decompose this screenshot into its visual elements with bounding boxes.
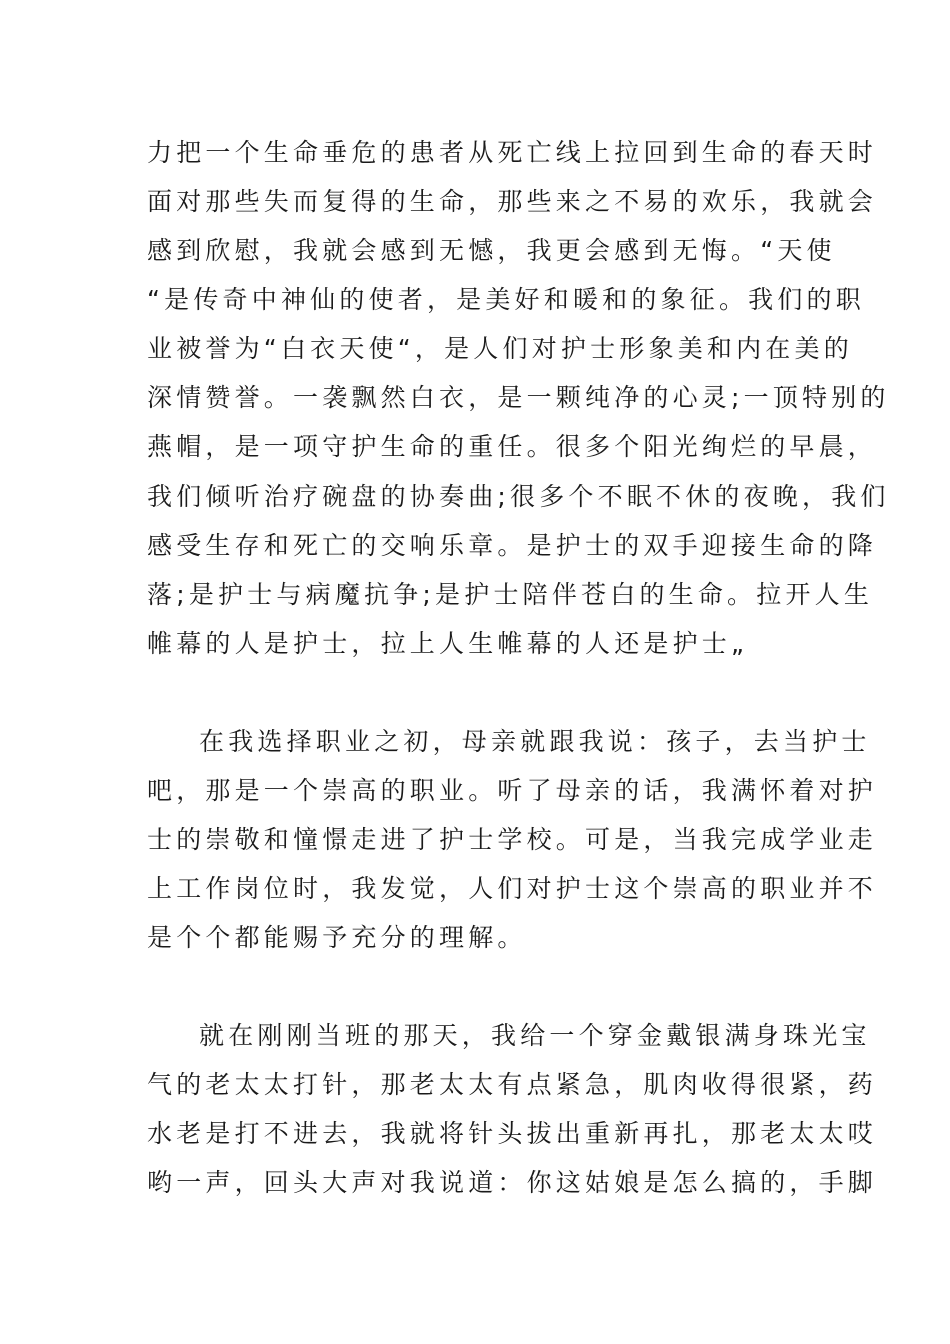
paragraph-2-line-2: 吧，那是一个崇高的职业。听了母亲的话，我满怀着对护 xyxy=(147,776,878,805)
paragraph-1-line-2: 面对那些失而复得的生命，那些来之不易的欢乐，我就会 xyxy=(147,187,878,216)
paragraph-3-line-4: 哟一声，回头大声对我说道：你这姑娘是怎么搞的，手脚 xyxy=(147,1168,878,1197)
paragraph-2-line-1: 在我选择职业之初，母亲就跟我说：孩子，去当护士 xyxy=(199,727,871,756)
paragraph-3-line-1: 就在刚刚当班的那天，我给一个穿金戴银满身珠光宝 xyxy=(199,1021,871,1050)
paragraph-1-line-6: 深情赞誉。一袭飘然白衣，是一颗纯净的心灵;一顶特别的 xyxy=(147,383,890,412)
paragraph-3-line-2: 气的老太太打针，那老太太有点紧急，肌肉收得很紧，药 xyxy=(147,1070,878,1099)
paragraph-1-line-4: “是传奇中神仙的使者，是美好和暖和的象征。我们的职 xyxy=(147,285,865,314)
paragraph-1-line-10: 落;是护士与病魔抗争;是护士陪伴苍白的生命。拉开人生 xyxy=(147,580,874,609)
paragraph-3-line-3: 水老是打不进去，我就将针头拔出重新再扎，那老太太哎 xyxy=(147,1119,878,1148)
paragraph-1-line-9: 感受生存和死亡的交响乐章。是护士的双手迎接生命的降 xyxy=(147,531,878,560)
paragraph-1-line-1: 力把一个生命垂危的患者从死亡线上拉回到生命的春天时 xyxy=(147,138,878,167)
paragraph-1-line-5: 业被誉为“白衣天使“，是人们对护士形象美和内在美的 xyxy=(147,334,853,363)
paragraph-2-line-4: 上工作岗位时，我发觉，人们对护士这个崇高的职业并不 xyxy=(147,874,878,903)
paragraph-2-line-5: 是个个都能赐予充分的理解。 xyxy=(147,923,527,952)
paragraph-1-line-8: 我们倾听治疗碗盘的协奏曲;很多个不眠不休的夜晚，我们 xyxy=(147,482,890,511)
paragraph-1-line-3: 感到欣慰，我就会感到无憾，我更会感到无悔。“天使 xyxy=(147,236,836,265)
paragraph-1-line-7: 燕帽，是一项守护生命的重任。很多个阳光绚烂的早晨， xyxy=(147,432,878,461)
paragraph-1-line-11: 帷幕的人是护士，拉上人生帷幕的人还是护士„ xyxy=(147,629,749,658)
paragraph-2-line-3: 士的崇敬和憧憬走进了护士学校。可是，当我完成学业走 xyxy=(147,825,878,854)
